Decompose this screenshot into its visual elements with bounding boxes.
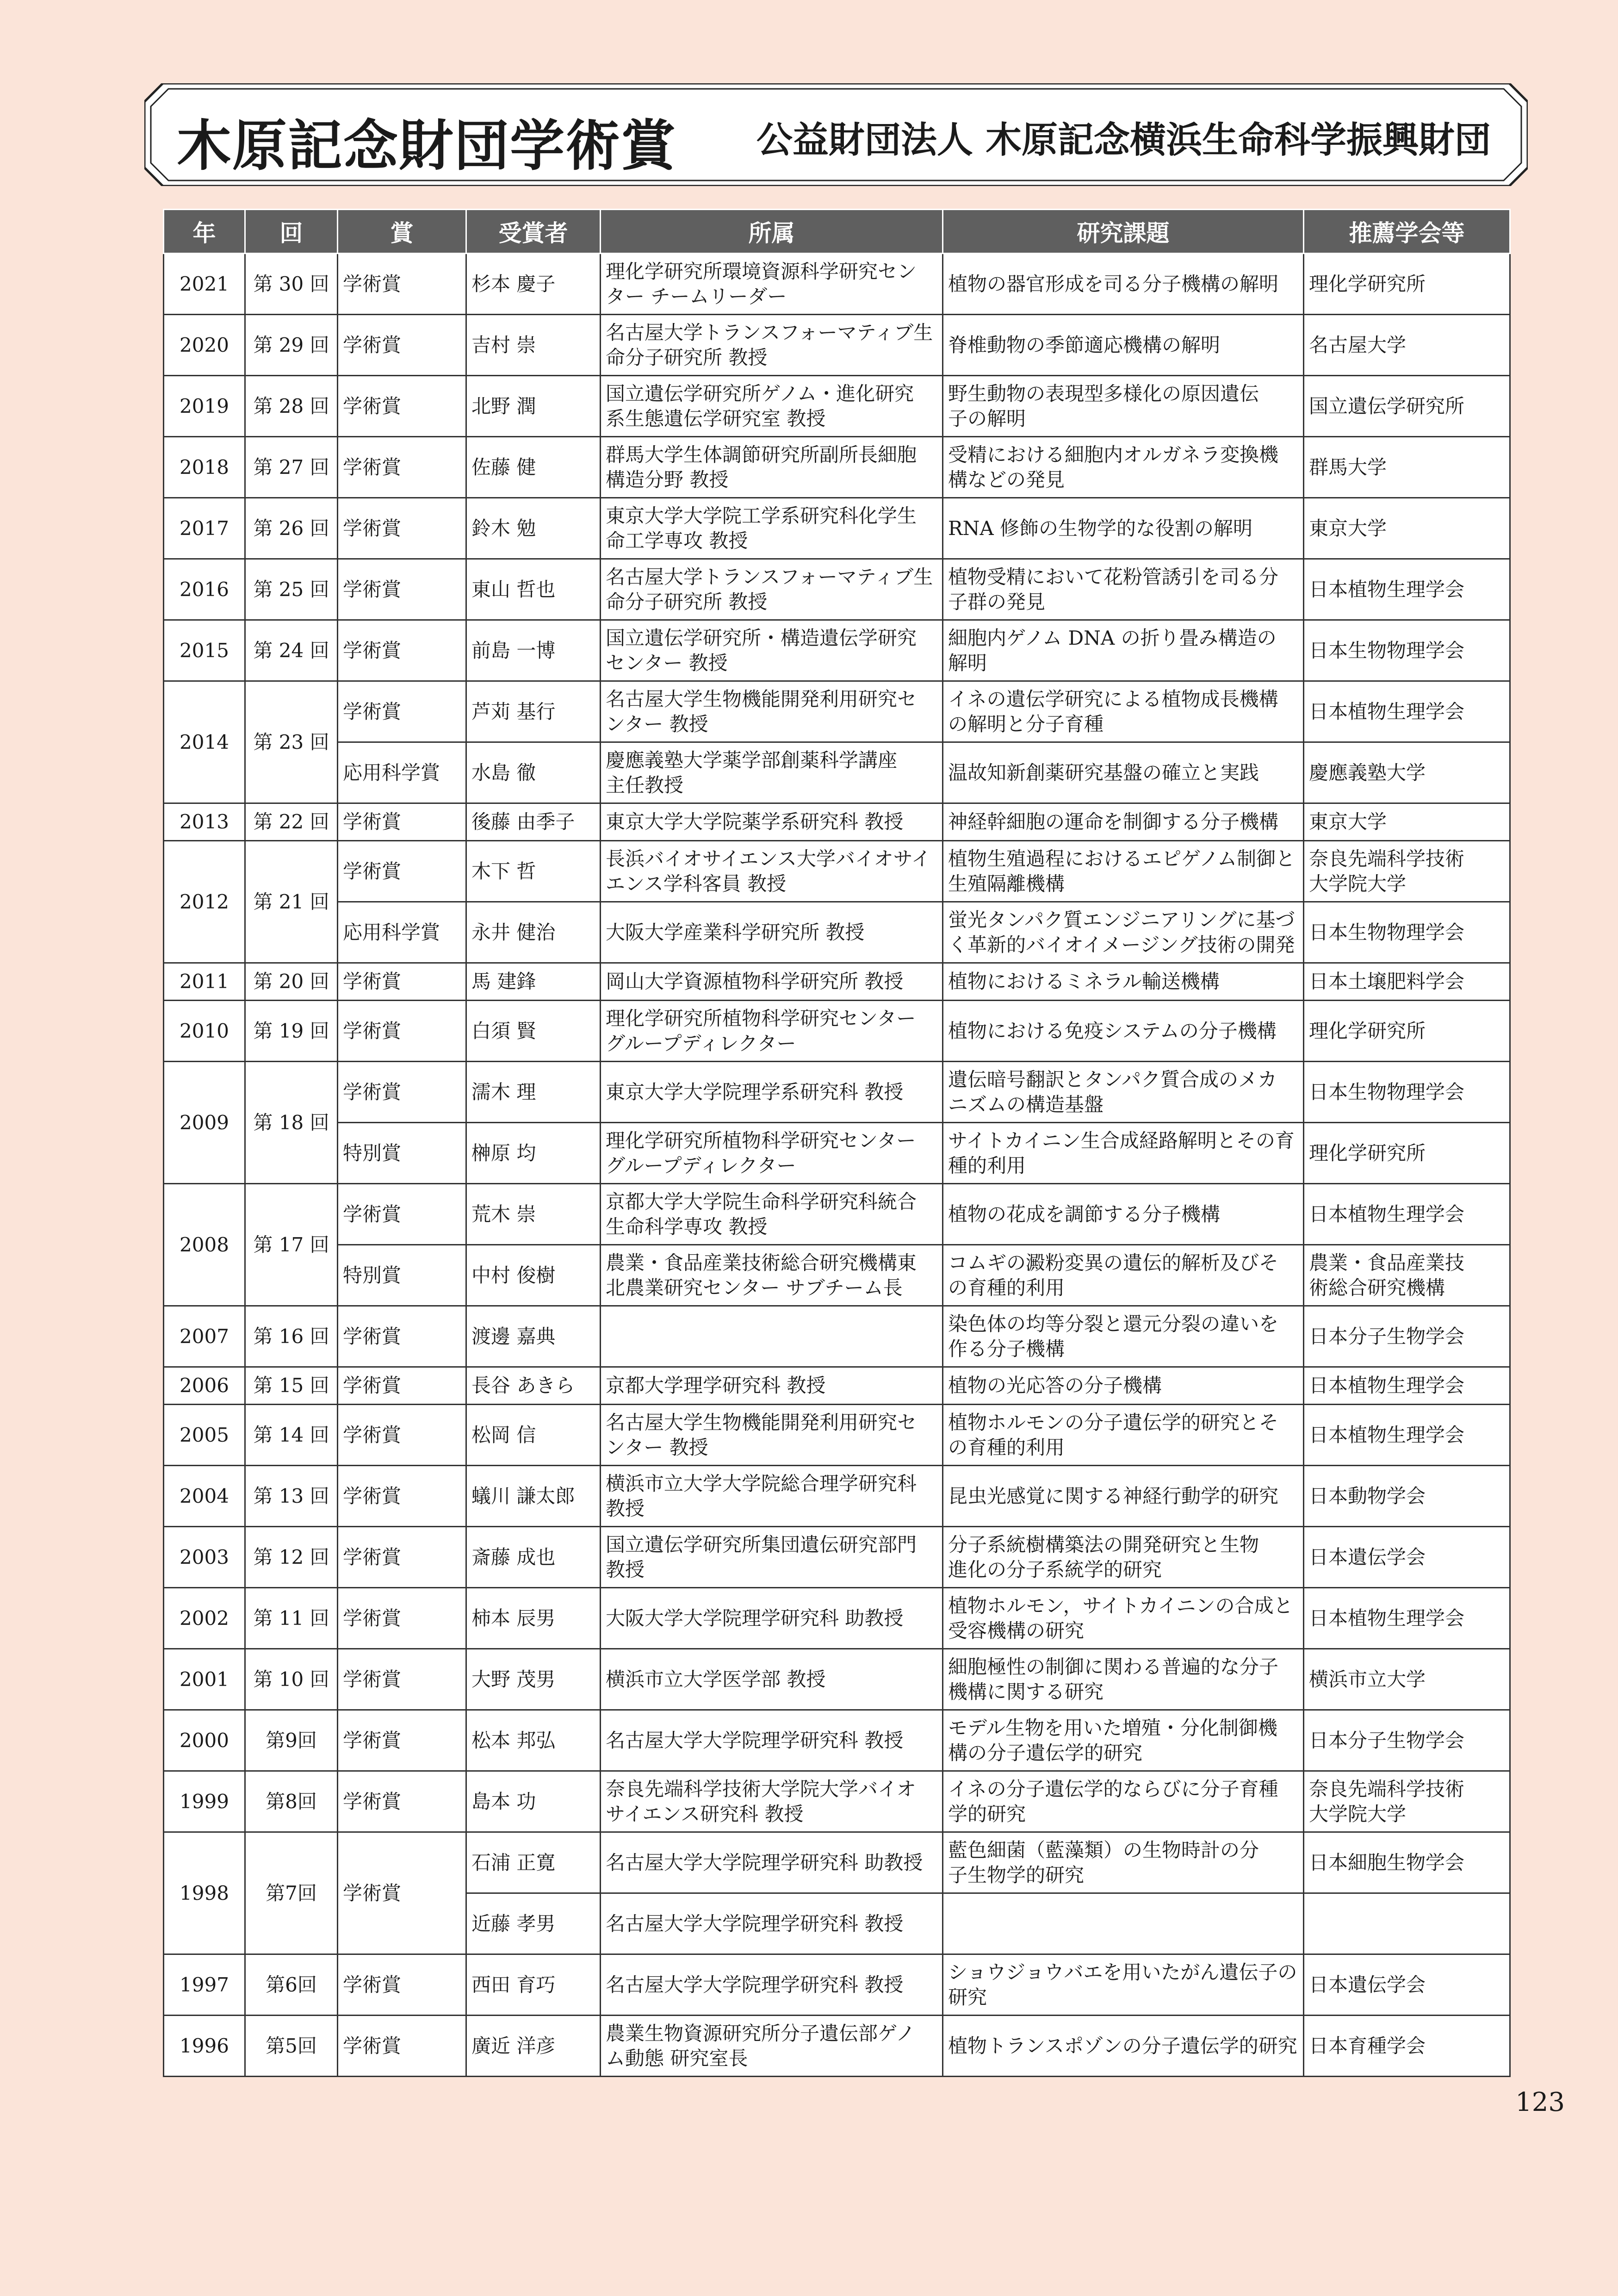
cell-round: 第 10 回 bbox=[245, 1649, 338, 1710]
table-row bbox=[164, 681, 1510, 742]
cell-name: 馬 建鋒 bbox=[466, 963, 601, 1001]
cell-name: 吉村 崇 bbox=[466, 315, 601, 376]
cell-round: 第 14 回 bbox=[245, 1405, 338, 1466]
cell-affiliation: 理化学研究所環境資源科学研究セン ター チームリーダー bbox=[601, 254, 943, 315]
cell-affiliation: 国立遺伝学研究所ゲノム・進化研究 系生態遺伝学研究室 教授 bbox=[601, 376, 943, 437]
cell-name: 木下 哲 bbox=[466, 841, 601, 902]
cell-name: 渡邊 嘉典 bbox=[466, 1306, 601, 1367]
cell-topic: 脊椎動物の季節適応機構の解明 bbox=[943, 315, 1304, 376]
cell-year: 2007 bbox=[164, 1306, 245, 1367]
cell-society: 日本育種学会 bbox=[1304, 2016, 1510, 2077]
cell-round: 第 13 回 bbox=[245, 1466, 338, 1527]
cell-name: 永井 健治 bbox=[466, 902, 601, 963]
cell-year: 1997 bbox=[164, 1954, 245, 2016]
cell-year: 2009 bbox=[164, 1062, 245, 1184]
cell-name: 東山 哲也 bbox=[466, 559, 601, 620]
table-row bbox=[164, 1832, 1510, 1893]
cell-year: 2004 bbox=[164, 1466, 245, 1527]
cell-round: 第 23 回 bbox=[245, 681, 338, 803]
cell-affiliation: 理化学研究所植物科学研究センター グループディレクター bbox=[601, 1001, 943, 1062]
cell-round: 第 11 回 bbox=[245, 1588, 338, 1649]
cell-award: 学術賞 bbox=[338, 681, 466, 742]
cell-topic: 細胞極性の制御に関わる普遍的な分子 機構に関する研究 bbox=[943, 1649, 1304, 1710]
cell-round: 第 28 回 bbox=[245, 376, 338, 437]
cell-award: 学術賞 bbox=[338, 1527, 466, 1588]
cell-society: 日本植物生理学会 bbox=[1304, 1367, 1510, 1405]
cell-award: 学術賞 bbox=[338, 1588, 466, 1649]
cell-society bbox=[1304, 1893, 1510, 1954]
cell-topic: コムギの澱粉変異の遺伝的解析及びそ の育種的利用 bbox=[943, 1245, 1304, 1306]
column-header-society: 推薦学会等 bbox=[1304, 210, 1510, 254]
cell-society: 横浜市立大学 bbox=[1304, 1649, 1510, 1710]
cell-society: 日本分子生物学会 bbox=[1304, 1710, 1510, 1771]
cell-society: 日本生物物理学会 bbox=[1304, 902, 1510, 963]
cell-year: 1998 bbox=[164, 1832, 245, 1954]
table-row bbox=[164, 1527, 1510, 1588]
cell-name: 北野 潤 bbox=[466, 376, 601, 437]
table-row bbox=[164, 1184, 1510, 1245]
cell-affiliation: 農業・食品産業技術総合研究機構東 北農業研究センター サブチーム長 bbox=[601, 1245, 943, 1306]
table-row bbox=[164, 963, 1510, 1001]
cell-name: 荒木 崇 bbox=[466, 1184, 601, 1245]
cell-topic: 植物ホルモンの分子遺伝学的研究とそ の育種的利用 bbox=[943, 1405, 1304, 1466]
table-row bbox=[164, 1771, 1510, 1832]
column-header-year: 年 bbox=[164, 210, 245, 254]
cell-affiliation: 東京大学大学院工学系研究科化学生 命工学専攻 教授 bbox=[601, 498, 943, 559]
cell-affiliation bbox=[601, 1306, 943, 1367]
cell-year: 2001 bbox=[164, 1649, 245, 1710]
cell-award: 学術賞 bbox=[338, 963, 466, 1001]
cell-topic: ショウジョウバエを用いたがん遺伝子の 研究 bbox=[943, 1954, 1304, 2016]
cell-topic: 植物ホルモン，サイトカイニンの合成と 受容機構の研究 bbox=[943, 1588, 1304, 1649]
table-row bbox=[164, 1306, 1510, 1367]
cell-award: 学術賞 bbox=[338, 1710, 466, 1771]
column-header-recipient: 受賞者 bbox=[466, 210, 601, 254]
cell-name: 濡木 理 bbox=[466, 1062, 601, 1123]
cell-topic: 分子系統樹構築法の開発研究と生物 進化の分子系統学的研究 bbox=[943, 1527, 1304, 1588]
cell-round: 第 19 回 bbox=[245, 1001, 338, 1062]
cell-name: 水島 徹 bbox=[466, 742, 601, 803]
table-row bbox=[164, 1123, 1510, 1184]
cell-award: 学術賞 bbox=[338, 1001, 466, 1062]
cell-award: 特別賞 bbox=[338, 1245, 466, 1306]
cell-society: 農業・食品産業技 術総合研究機構 bbox=[1304, 1245, 1510, 1306]
cell-round: 第 24 回 bbox=[245, 620, 338, 681]
cell-year: 2002 bbox=[164, 1588, 245, 1649]
organization-name: 公益財団法人 木原記念横浜生命科学振興財団 bbox=[756, 119, 1491, 161]
cell-topic: 昆虫光感覚に関する神経行動学的研究 bbox=[943, 1466, 1304, 1527]
table-row bbox=[164, 1954, 1510, 2016]
cell-society: 日本生物物理学会 bbox=[1304, 620, 1510, 681]
cell-society: 日本遺伝学会 bbox=[1304, 1954, 1510, 2016]
cell-topic: 植物の器官形成を司る分子機構の解明 bbox=[943, 254, 1304, 315]
cell-topic: イネの分子遺伝学的ならびに分子育種 学的研究 bbox=[943, 1771, 1304, 1832]
cell-topic: 植物におけるミネラル輸送機構 bbox=[943, 963, 1304, 1001]
column-header-award: 賞 bbox=[338, 210, 466, 254]
cell-round: 第 30 回 bbox=[245, 254, 338, 315]
cell-award: 学術賞 bbox=[338, 254, 466, 315]
cell-topic bbox=[943, 1893, 1304, 1954]
cell-name: 柿本 辰男 bbox=[466, 1588, 601, 1649]
cell-round: 第5回 bbox=[245, 2016, 338, 2077]
cell-affiliation: 名古屋大学トランスフォーマティブ生 命分子研究所 教授 bbox=[601, 315, 943, 376]
column-header-round: 回 bbox=[245, 210, 338, 254]
cell-round: 第 18 回 bbox=[245, 1062, 338, 1184]
cell-society: 日本細胞生物学会 bbox=[1304, 1832, 1510, 1893]
cell-name: 島本 功 bbox=[466, 1771, 601, 1832]
page-header bbox=[144, 83, 1528, 186]
cell-award: 応用科学賞 bbox=[338, 902, 466, 963]
cell-society: 奈良先端科学技術 大学院大学 bbox=[1304, 1771, 1510, 1832]
cell-affiliation: 名古屋大学大学院理学研究科 助教授 bbox=[601, 1832, 943, 1893]
cell-topic: 細胞内ゲノム DNA の折り畳み構造の 解明 bbox=[943, 620, 1304, 681]
cell-year: 2020 bbox=[164, 315, 245, 376]
cell-year: 2000 bbox=[164, 1710, 245, 1771]
cell-society: 群馬大学 bbox=[1304, 437, 1510, 498]
table-row bbox=[164, 1649, 1510, 1710]
cell-round: 第 26 回 bbox=[245, 498, 338, 559]
table-row bbox=[164, 620, 1510, 681]
table-row bbox=[164, 1245, 1510, 1306]
table-row bbox=[164, 1710, 1510, 1771]
cell-award: 学術賞 bbox=[338, 1405, 466, 1466]
cell-round: 第 20 回 bbox=[245, 963, 338, 1001]
cell-affiliation: 名古屋大学大学院理学研究科 教授 bbox=[601, 1893, 943, 1954]
cell-society: 東京大学 bbox=[1304, 498, 1510, 559]
cell-round: 第7回 bbox=[245, 1832, 338, 1954]
cell-name: 鈴木 勉 bbox=[466, 498, 601, 559]
table-row bbox=[164, 1367, 1510, 1405]
cell-name: 斎藤 成也 bbox=[466, 1527, 601, 1588]
cell-round: 第 15 回 bbox=[245, 1367, 338, 1405]
table-row bbox=[164, 742, 1510, 803]
cell-name: 前島 一博 bbox=[466, 620, 601, 681]
cell-affiliation: 名古屋大学生物機能開発利用研究セ ンター 教授 bbox=[601, 1405, 943, 1466]
cell-award: 学術賞 bbox=[338, 1771, 466, 1832]
column-header-topic: 研究課題 bbox=[943, 210, 1304, 254]
cell-affiliation: 名古屋大学大学院理学研究科 教授 bbox=[601, 1710, 943, 1771]
cell-society: 国立遺伝学研究所 bbox=[1304, 376, 1510, 437]
cell-topic: イネの遺伝学研究による植物成長機構 の解明と分子育種 bbox=[943, 681, 1304, 742]
cell-topic: 蛍光タンパク質エンジニアリングに基づ く革新的バイオイメージング技術の開発 bbox=[943, 902, 1304, 963]
cell-award: 学術賞 bbox=[338, 1832, 466, 1954]
cell-award: 学術賞 bbox=[338, 1184, 466, 1245]
cell-affiliation: 横浜市立大学医学部 教授 bbox=[601, 1649, 943, 1710]
cell-topic: 植物の光応答の分子機構 bbox=[943, 1367, 1304, 1405]
table-row bbox=[164, 1405, 1510, 1466]
cell-award: 学術賞 bbox=[338, 841, 466, 902]
cell-name: 白須 賢 bbox=[466, 1001, 601, 1062]
cell-affiliation: 慶應義塾大学薬学部創薬科学講座 主任教授 bbox=[601, 742, 943, 803]
cell-name: 後藤 由季子 bbox=[466, 803, 601, 841]
cell-society: 日本植物生理学会 bbox=[1304, 559, 1510, 620]
cell-year: 2008 bbox=[164, 1184, 245, 1306]
cell-round: 第 22 回 bbox=[245, 803, 338, 841]
cell-society: 日本植物生理学会 bbox=[1304, 1588, 1510, 1649]
cell-affiliation: 名古屋大学大学院理学研究科 教授 bbox=[601, 1954, 943, 2016]
cell-society: 理化学研究所 bbox=[1304, 1123, 1510, 1184]
cell-award: 特別賞 bbox=[338, 1123, 466, 1184]
cell-affiliation: 名古屋大学トランスフォーマティブ生 命分子研究所 教授 bbox=[601, 559, 943, 620]
cell-topic: RNA 修飾の生物学的な役割の解明 bbox=[943, 498, 1304, 559]
table-row bbox=[164, 841, 1510, 902]
cell-society: 名古屋大学 bbox=[1304, 315, 1510, 376]
cell-society: 奈良先端科学技術 大学院大学 bbox=[1304, 841, 1510, 902]
cell-year: 2016 bbox=[164, 559, 245, 620]
cell-round: 第9回 bbox=[245, 1710, 338, 1771]
cell-award: 学術賞 bbox=[338, 376, 466, 437]
cell-society: 日本植物生理学会 bbox=[1304, 1184, 1510, 1245]
cell-society: 慶應義塾大学 bbox=[1304, 742, 1510, 803]
cell-year: 2021 bbox=[164, 254, 245, 315]
cell-name: 大野 茂男 bbox=[466, 1649, 601, 1710]
cell-name: 近藤 孝男 bbox=[466, 1893, 601, 1954]
cell-topic: 神経幹細胞の運命を制御する分子機構 bbox=[943, 803, 1304, 841]
cell-society: 日本生物物理学会 bbox=[1304, 1062, 1510, 1123]
cell-award: 学術賞 bbox=[338, 803, 466, 841]
cell-year: 2006 bbox=[164, 1367, 245, 1405]
cell-affiliation: 農業生物資源研究所分子遺伝部ゲノ ム動態 研究室長 bbox=[601, 2016, 943, 2077]
cell-society: 理化学研究所 bbox=[1304, 1001, 1510, 1062]
cell-award: 学術賞 bbox=[338, 1306, 466, 1367]
cell-affiliation: 奈良先端科学技術大学院大学バイオ サイエンス研究科 教授 bbox=[601, 1771, 943, 1832]
cell-name: 杉本 慶子 bbox=[466, 254, 601, 315]
cell-affiliation: 岡山大学資源植物科学研究所 教授 bbox=[601, 963, 943, 1001]
table-row bbox=[164, 559, 1510, 620]
cell-affiliation: 大阪大学大学院理学研究科 助教授 bbox=[601, 1588, 943, 1649]
cell-society: 理化学研究所 bbox=[1304, 254, 1510, 315]
cell-topic: 植物における免疫システムの分子機構 bbox=[943, 1001, 1304, 1062]
cell-topic: 藍色細菌（藍藻類）の生物時計の分 子生物学的研究 bbox=[943, 1832, 1304, 1893]
table-row bbox=[164, 1588, 1510, 1649]
cell-award: 学術賞 bbox=[338, 620, 466, 681]
cell-round: 第 27 回 bbox=[245, 437, 338, 498]
cell-topic: 染色体の均等分裂と還元分裂の違いを 作る分子機構 bbox=[943, 1306, 1304, 1367]
cell-topic: サイトカイニン生合成経路解明とその育 種的利用 bbox=[943, 1123, 1304, 1184]
cell-award: 学術賞 bbox=[338, 498, 466, 559]
cell-affiliation: 京都大学大学院生命科学研究科統合 生命科学専攻 教授 bbox=[601, 1184, 943, 1245]
cell-round: 第 16 回 bbox=[245, 1306, 338, 1367]
table-row bbox=[164, 254, 1510, 315]
cell-year: 2019 bbox=[164, 376, 245, 437]
cell-society: 日本動物学会 bbox=[1304, 1466, 1510, 1527]
table-row bbox=[164, 376, 1510, 437]
cell-name: 石浦 正寛 bbox=[466, 1832, 601, 1893]
cell-year: 1996 bbox=[164, 2016, 245, 2077]
table-row bbox=[164, 315, 1510, 376]
cell-year: 2012 bbox=[164, 841, 245, 963]
table-row bbox=[164, 2016, 1510, 2077]
cell-name: 榊原 均 bbox=[466, 1123, 601, 1184]
cell-affiliation: 東京大学大学院薬学系研究科 教授 bbox=[601, 803, 943, 841]
cell-topic: 植物生殖過程におけるエピゲノム制御と 生殖隔離機構 bbox=[943, 841, 1304, 902]
cell-topic: 植物受精において花粉管誘引を司る分 子群の発見 bbox=[943, 559, 1304, 620]
cell-year: 2017 bbox=[164, 498, 245, 559]
cell-affiliation: 理化学研究所植物科学研究センター グループディレクター bbox=[601, 1123, 943, 1184]
cell-name: 佐藤 健 bbox=[466, 437, 601, 498]
cell-name: 松本 邦弘 bbox=[466, 1710, 601, 1771]
cell-round: 第 25 回 bbox=[245, 559, 338, 620]
cell-affiliation: 名古屋大学生物機能開発利用研究セ ンター 教授 bbox=[601, 681, 943, 742]
awards-table bbox=[163, 209, 1511, 2077]
cell-round: 第6回 bbox=[245, 1954, 338, 2016]
cell-name: 松岡 信 bbox=[466, 1405, 601, 1466]
cell-year: 2014 bbox=[164, 681, 245, 803]
cell-year: 2003 bbox=[164, 1527, 245, 1588]
cell-round: 第 17 回 bbox=[245, 1184, 338, 1306]
cell-name: 長谷 あきら bbox=[466, 1367, 601, 1405]
table-row bbox=[164, 1062, 1510, 1123]
table-row bbox=[164, 803, 1510, 841]
cell-affiliation: 国立遺伝学研究所集団遺伝研究部門 教授 bbox=[601, 1527, 943, 1588]
table-row bbox=[164, 902, 1510, 963]
cell-award: 学術賞 bbox=[338, 315, 466, 376]
cell-name: 廣近 洋彦 bbox=[466, 2016, 601, 2077]
table-header-row bbox=[164, 210, 1510, 254]
cell-award: 応用科学賞 bbox=[338, 742, 466, 803]
cell-name: 蟻川 謙太郎 bbox=[466, 1466, 601, 1527]
cell-year: 2013 bbox=[164, 803, 245, 841]
cell-affiliation: 京都大学理学研究科 教授 bbox=[601, 1367, 943, 1405]
cell-topic: 植物の花成を調節する分子機構 bbox=[943, 1184, 1304, 1245]
cell-affiliation: 群馬大学生体調節研究所副所長細胞 構造分野 教授 bbox=[601, 437, 943, 498]
cell-name: 芦苅 基行 bbox=[466, 681, 601, 742]
cell-year: 2010 bbox=[164, 1001, 245, 1062]
cell-affiliation: 東京大学大学院理学系研究科 教授 bbox=[601, 1062, 943, 1123]
cell-round: 第 12 回 bbox=[245, 1527, 338, 1588]
cell-affiliation: 国立遺伝学研究所・構造遺伝学研究 センター 教授 bbox=[601, 620, 943, 681]
table-row bbox=[164, 1466, 1510, 1527]
cell-award: 学術賞 bbox=[338, 559, 466, 620]
cell-award: 学術賞 bbox=[338, 437, 466, 498]
cell-year: 1999 bbox=[164, 1771, 245, 1832]
cell-society: 日本分子生物学会 bbox=[1304, 1306, 1510, 1367]
cell-affiliation: 横浜市立大学大学院総合理学研究科 教授 bbox=[601, 1466, 943, 1527]
cell-round: 第 29 回 bbox=[245, 315, 338, 376]
table-row bbox=[164, 498, 1510, 559]
cell-name: 中村 俊樹 bbox=[466, 1245, 601, 1306]
cell-society: 東京大学 bbox=[1304, 803, 1510, 841]
cell-topic: 温故知新創薬研究基盤の確立と実践 bbox=[943, 742, 1304, 803]
cell-name: 西田 育巧 bbox=[466, 1954, 601, 2016]
cell-year: 2015 bbox=[164, 620, 245, 681]
cell-award: 学術賞 bbox=[338, 2016, 466, 2077]
cell-society: 日本土壌肥料学会 bbox=[1304, 963, 1510, 1001]
cell-topic: 植物トランスポゾンの分子遺伝学的研究 bbox=[943, 2016, 1304, 2077]
cell-affiliation: 長浜バイオサイエンス大学バイオサイ エンス学科客員 教授 bbox=[601, 841, 943, 902]
cell-year: 2018 bbox=[164, 437, 245, 498]
cell-topic: 遺伝暗号翻訳とタンパク質合成のメカ ニズムの構造基盤 bbox=[943, 1062, 1304, 1123]
cell-award: 学術賞 bbox=[338, 1466, 466, 1527]
table-body bbox=[164, 254, 1510, 2077]
table-row bbox=[164, 1001, 1510, 1062]
cell-year: 2005 bbox=[164, 1405, 245, 1466]
cell-society: 日本植物生理学会 bbox=[1304, 1405, 1510, 1466]
cell-round: 第 21 回 bbox=[245, 841, 338, 963]
cell-society: 日本遺伝学会 bbox=[1304, 1527, 1510, 1588]
cell-award: 学術賞 bbox=[338, 1649, 466, 1710]
page-title: 木原記念財団学術賞 bbox=[177, 114, 677, 178]
cell-topic: 受精における細胞内オルガネラ変換機 構などの発見 bbox=[943, 437, 1304, 498]
column-header-affiliation: 所属 bbox=[601, 210, 943, 254]
cell-award: 学術賞 bbox=[338, 1954, 466, 2016]
cell-topic: モデル生物を用いた増殖・分化制御機 構の分子遺伝学的研究 bbox=[943, 1710, 1304, 1771]
awards-table-container bbox=[163, 209, 1509, 2077]
cell-award: 学術賞 bbox=[338, 1062, 466, 1123]
cell-topic: 野生動物の表現型多様化の原因遺伝 子の解明 bbox=[943, 376, 1304, 437]
cell-award: 学術賞 bbox=[338, 1367, 466, 1405]
table-row bbox=[164, 437, 1510, 498]
cell-round: 第8回 bbox=[245, 1771, 338, 1832]
cell-society: 日本植物生理学会 bbox=[1304, 681, 1510, 742]
cell-year: 2011 bbox=[164, 963, 245, 1001]
cell-affiliation: 大阪大学産業科学研究所 教授 bbox=[601, 902, 943, 963]
page-number: 123 bbox=[1515, 2087, 1565, 2117]
